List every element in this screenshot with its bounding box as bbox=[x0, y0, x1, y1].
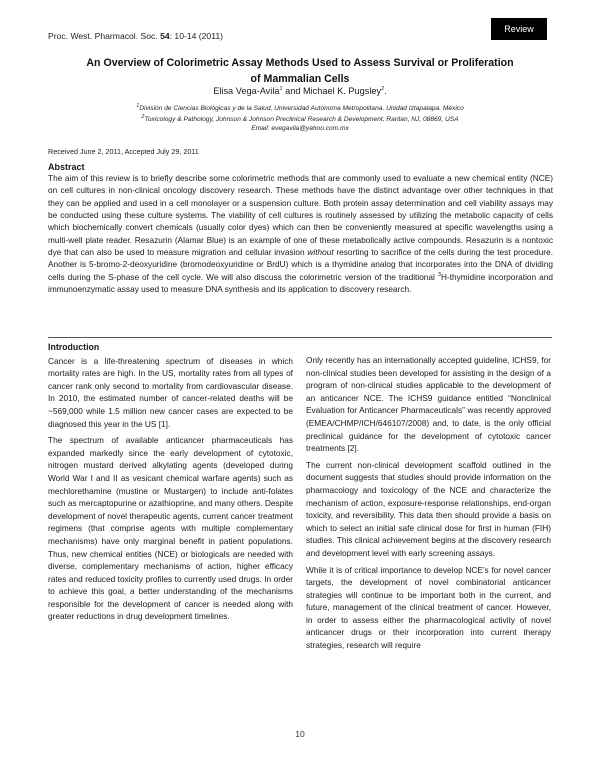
paragraph: Only recently has an internationally accepted guideline, ICHS9, for non-clinical studies been developed for assisting in the design of a program of non-clinical studies applicable to the development of an anticancer NCE. The ICHS9 guidance entitled “Nonclinical Evaluation for Anticancer Pharmaceuticals” was recently approved (EMEA/CHMP/ICH/646107/2008) and, to date, is the only official preclinical guidance for the development of cytotoxic cancer treatments [2]. bbox=[306, 355, 551, 454]
author-joiner: and bbox=[282, 86, 303, 97]
section-divider bbox=[48, 337, 552, 338]
affiliation-text: División de Ciencias Biológicas y de la Salud, Universidad Autónoma Metropolitana. Unidad Iztapalapa. México bbox=[139, 105, 464, 113]
paragraph: While it is of critical importance to develop NCE’s for novel cancer targets, the development of novel combinatorial anticancer strategies will continue to be important both in the current, and future, management of the clinical treatment of cancer. However, in order to assess either the pharmacological activity of novel anticancer drugs or their incorporation into current therapy strategies, research will require bbox=[306, 564, 551, 651]
abstract-body bbox=[48, 172, 553, 295]
author-1-affil-mark: 1 bbox=[279, 86, 283, 92]
citation-prefix: Proc. West. Pharmacol. Soc. bbox=[48, 31, 161, 41]
abstract-superscript: 3 bbox=[437, 271, 441, 278]
abstract-text-3: H-thymidine incorporation and immunoenzymatic assay used to measure DNA synthesis and its application to discovery research. bbox=[48, 271, 553, 295]
abstract-heading: Abstract bbox=[48, 162, 85, 172]
title-line-1: An Overview of Colorimetric Assay Methods Used to Assess Survival or Proliferation bbox=[86, 57, 514, 69]
email-text: Email: evegavila@yahoo.com.mx bbox=[251, 125, 349, 132]
affiliation-text: Toxicology & Pathology, Johnson & Johnson Preclinical Research & Development, Raritan, NJ, 08869, USA bbox=[144, 116, 459, 124]
paragraph: Cancer is a life-threatening spectrum of diseases in which mortality rates are high. In the US, mortality rates from all types of cancer rank only second to mortality from cardiovascular disease. In 2010, the estimated number of cancer-related deaths will be ~569,000 while 1.5 million new cancer cases are expected to be diagnosed this year in the US [1]. bbox=[48, 355, 293, 429]
page-number: 10 bbox=[295, 729, 305, 739]
affiliation-mark: 2 bbox=[141, 114, 145, 120]
citation-suffix: : 10-14 (2011) bbox=[169, 31, 223, 41]
received-dates: Received June 2, 2011, Accepted July 29, 2011 bbox=[48, 147, 199, 156]
paragraph: The spectrum of available anticancer pharmaceuticals has expanded markedly since the early development of cytotoxic, nitrogen mustard derived alkylating agents (developed during World War I and II as vesicant chemical warfare agents) such as mechlorethamine (mustine or Mustargen) to include anti-folates such as mercaptopurine or azathioprine, and many others. Despite development of novel therapeutic agents, current cancer treatment regimens (that comprise agents with multiple complementary mechanisms) have only marginal benefit in patient populations. Thus, new chemical entities (NCE) or biologicals are needed with diverse, complementary mechanisms of action, higher efficacy rates and reduced toxicity profiles to currently used drugs. In order to achieve this goal, a better understanding of the mechanisms responsible for the development of cancer is needed along with greater reductions in drug development timelines. bbox=[48, 435, 293, 622]
citation-volume: 54 bbox=[160, 31, 170, 41]
author-end: . bbox=[384, 86, 387, 97]
affiliation-1 bbox=[0, 103, 600, 112]
title-line-2: of Mammalian Cells bbox=[250, 73, 350, 85]
journal-citation bbox=[48, 31, 223, 41]
affiliation-mark: 1 bbox=[136, 103, 140, 109]
article-title bbox=[40, 55, 560, 87]
article-type-badge bbox=[491, 18, 547, 40]
abstract-text-2: resorting to sacrifice of the cells during the test procedure. Another is 5-bromo-2-deoxyuridine (bromodeoxyuridine or BrdU) which is a thymidine analog that incorporates into the DNA of dividing cells during the S-phase of the cell cycle. We will also discuss the colorimetric version of the traditional bbox=[48, 247, 553, 282]
author-2: Michael K. Pugsley bbox=[302, 86, 382, 97]
affiliation-2 bbox=[0, 114, 600, 123]
abstract-italic: without bbox=[307, 247, 334, 258]
left-column bbox=[48, 341, 293, 627]
corresponding-email bbox=[0, 125, 600, 132]
badge-label: Review bbox=[504, 24, 534, 34]
introduction-heading: Introduction bbox=[48, 342, 100, 352]
paragraph: The current non-clinical development scaffold outlined in the document suggests that studies should provide information on the pharmacology and toxicology of the NCE and characterize the mechanism of action, exposure-response relationships, end-organ toxicity, and reversibility. This data then should provide a basis on which to select an initial safe clinical dose for first in human (FIH) studies. This clinical achievement begins at the discovery research and development level with early screening assays. bbox=[306, 459, 551, 558]
author-2-affil-mark: 2 bbox=[381, 86, 385, 92]
abstract-text-1: The aim of this review is to briefly describe some colorimetric methods that are commonly used to evaluate a new chemical entity (NCE) on cell cultures in non-clinical oncology discovery research. These methods have the distinct advantage over other techniques in that they can be applied and used in a cell monolayer or a suspension culture. Both protein assay determination and cell viability assays may be conducted using these culture systems. The viability of cell cultures is routinely assessed by utilizing the metabolic capacity of cells which biochemically convert chemicals (usually color dyes) which can then be conveniently measured at specific wavelengths using a multi-well plate reader. Resazurin (Alamar Blue) is an example of one of these metabolically active compounds. Resazurin is a nontoxic dye that can also be used to measure migration and cellular invasion bbox=[48, 173, 553, 258]
author-list bbox=[0, 86, 600, 96]
right-column bbox=[306, 354, 551, 656]
author-1: Elisa Vega-Avila bbox=[213, 86, 280, 97]
